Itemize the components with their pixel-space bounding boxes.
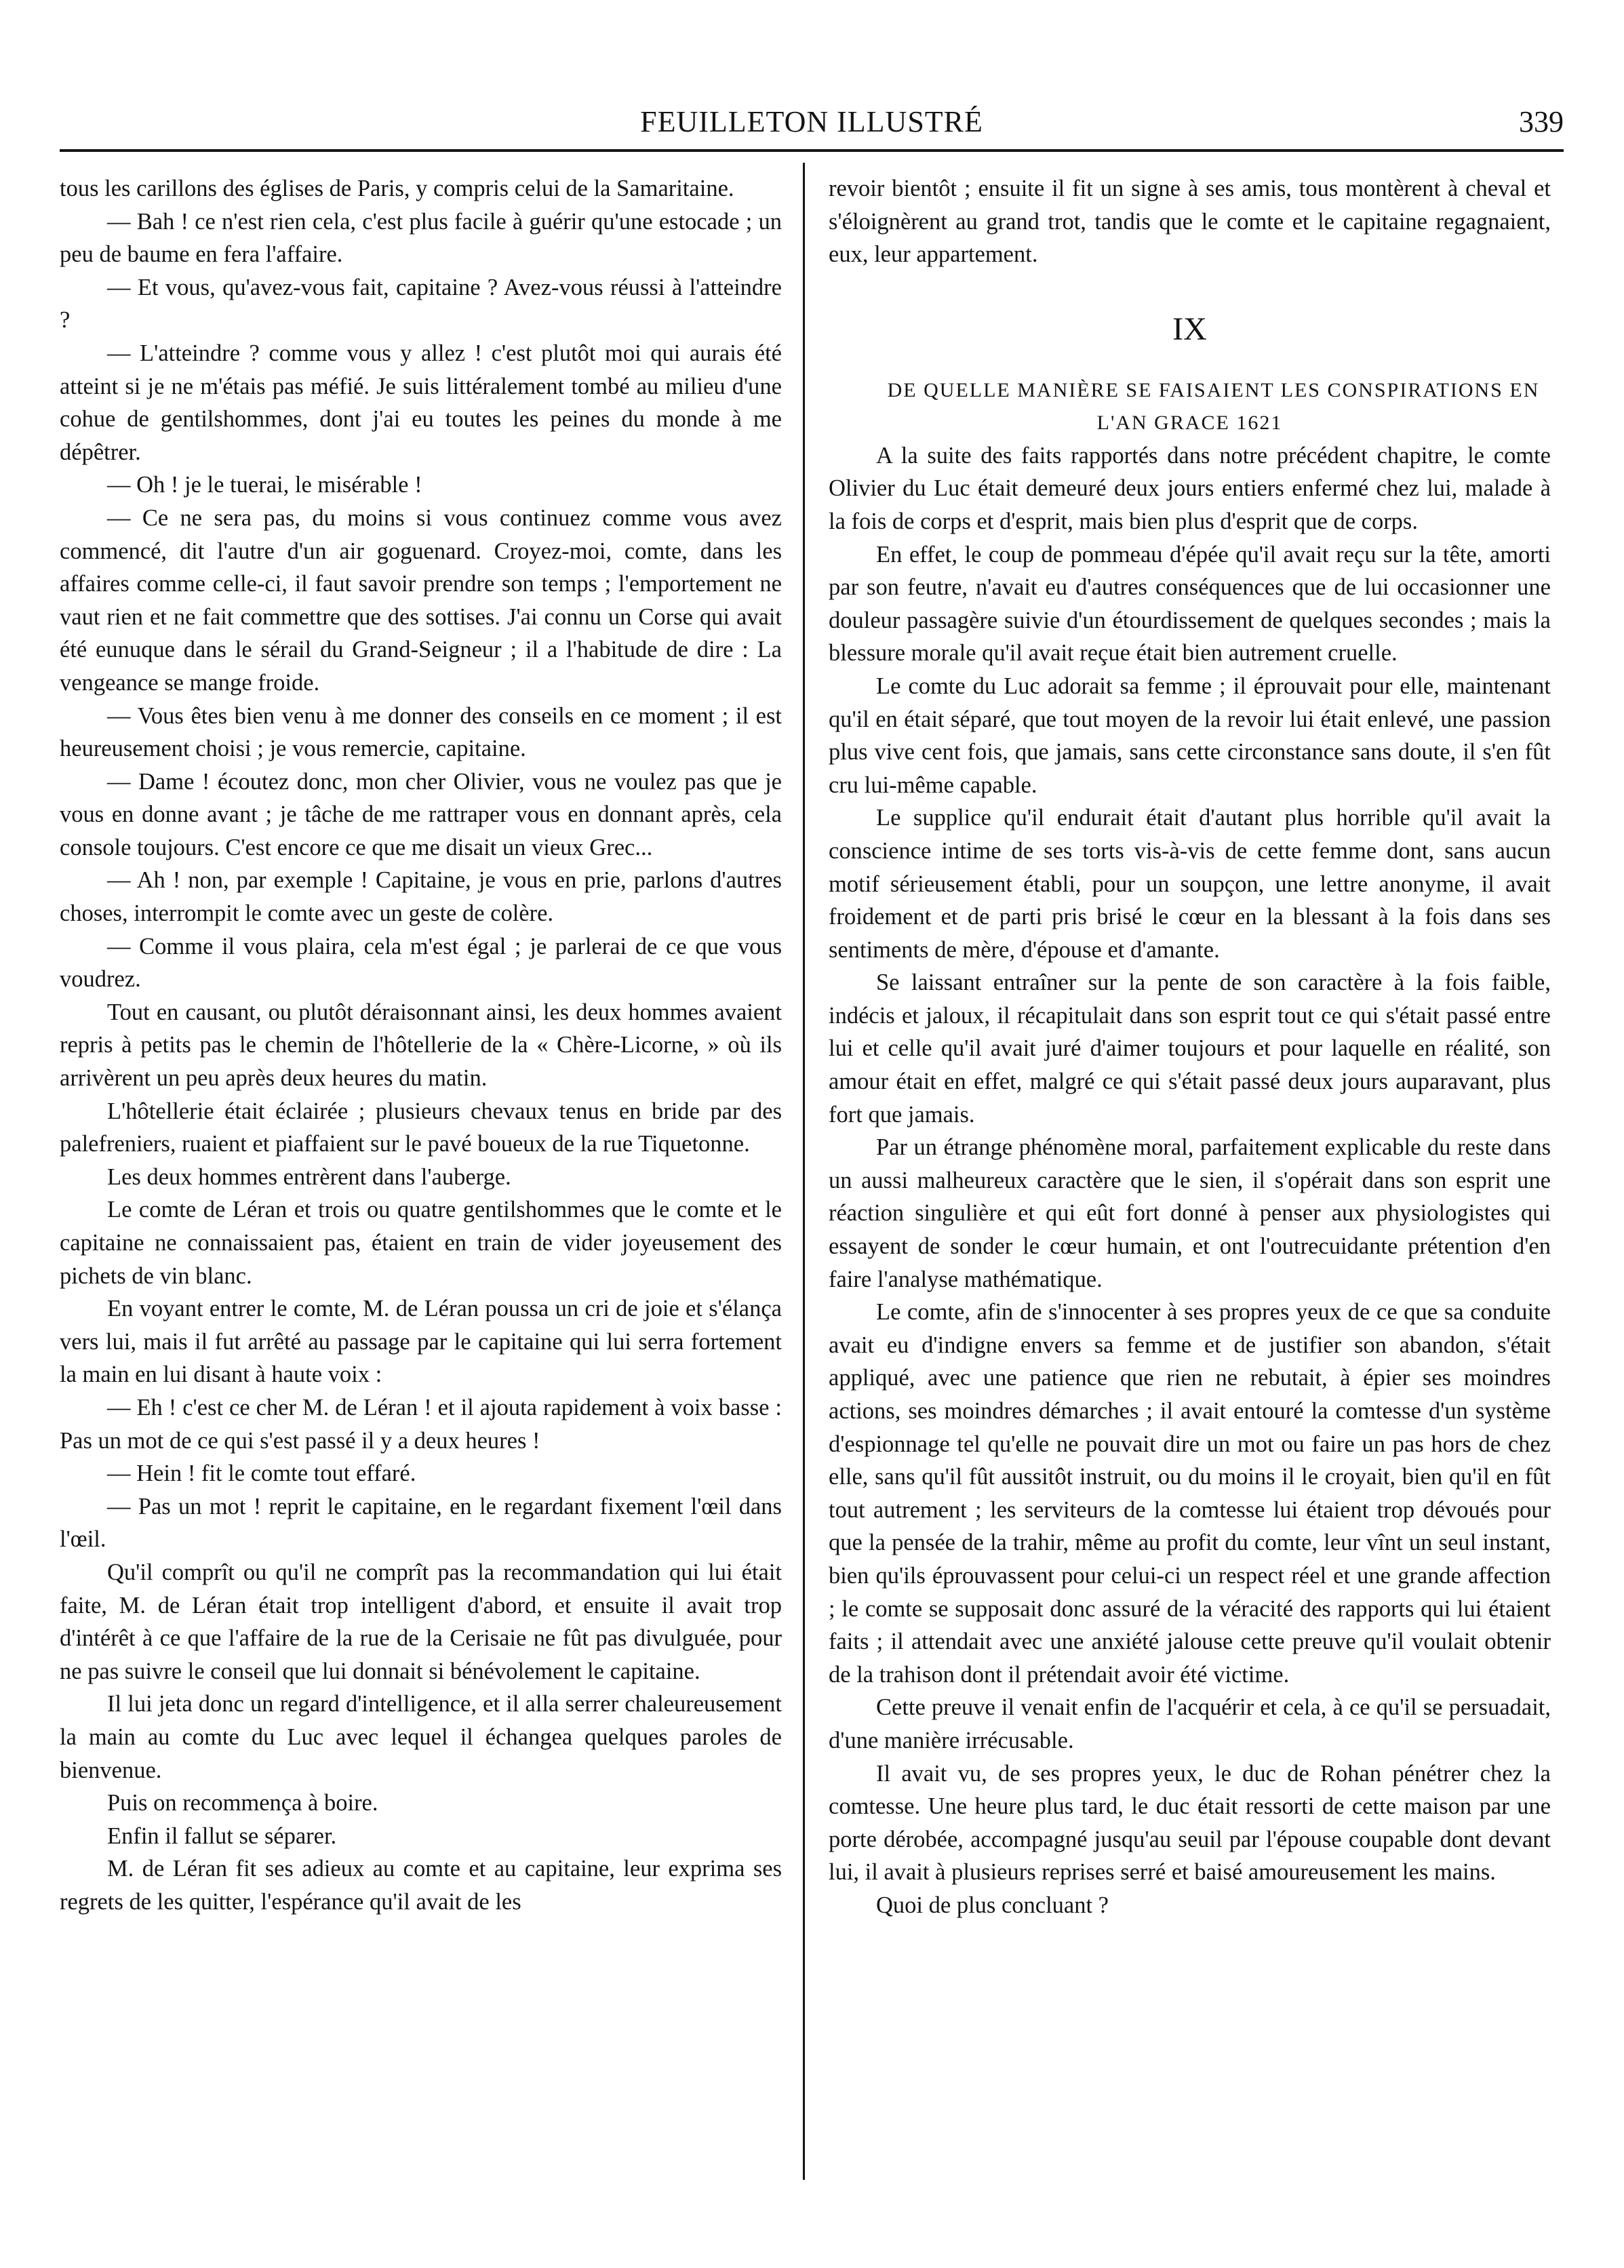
- paragraph: Il lui jeta donc un regard d'intelligence, et il alla serrer chaleureusement la main au comte du Luc avec lequel il échangea quelques paroles de bienvenue.: [60, 1691, 782, 1783]
- paragraph: M. de Léran fit ses adieux au comte et au capitaine, leur exprima ses regrets de les quitter, l'espérance qu'il avait de les: [60, 1856, 782, 1915]
- paragraph: — Pas un mot ! reprit le capitaine, en le regardant fixement l'œil dans l'œil.: [60, 1493, 782, 1553]
- paragraph: revoir bientôt ; ensuite il fit un signe à ses amis, tous montèrent à cheval et s'éloignèrent au grand trot, tandis que le comte et le capitaine regagnaient, eux, leur appartement.: [829, 176, 1551, 268]
- paragraph: — Ah ! non, par exemple ! Capitaine, je vous en prie, parlons d'autres choses, interrompit le comte avec un geste de colère.: [60, 867, 782, 927]
- paragraph: — L'atteindre ? comme vous y allez ! c'est plutôt moi qui aurais été atteint si je ne m'étais pas méfié. Je suis littéralement tombé au milieu d'une cohue de gentilshommes, dont j'ai eu toutes les peines du monde à me dépêtrer.: [60, 340, 782, 465]
- paragraph: En voyant entrer le comte, M. de Léran poussa un cri de joie et s'élança vers lui, mais il fut arrêté au passage par le capitaine qui lui serra fortement la main en lui disant à haute voix :: [60, 1296, 782, 1388]
- paragraph: Il avait vu, de ses propres yeux, le duc de Rohan pénétrer chez la comtesse. Une heure plus tard, le duc était ressorti de cette maison par une porte dérobée, accompagné jusqu'au seuil par l'épouse coupable dont devant lui, il avait à plusieurs reprises serré et baisé amoureusement les mains.: [829, 1760, 1551, 1886]
- left-column: [60, 172, 782, 2180]
- paragraph: Le comte, afin de s'innocenter à ses propres yeux de ce que sa conduite avait eu d'indigne envers sa femme et de justifier son abandon, s'était appliqué, avec une patience que rien ne rebutait, à épier ses moindres actions, ses moindres démarches ; il avait entouré la comtesse d'un système d'espionnage tel qu'elle ne pouvait dire un mot ou faire un pas hors de chez elle, sans qu'il fût aussitôt instruit, ou du moins il le croyait, bien qu'il en fût tout autrement ; les serviteurs de la comtesse lui étaient trop dévoués pour que la pensée de la trahir, même au profit du comte, leur vînt un seul instant, bien qu'ils éprouvassent pour celui-ci un respect réel et une grande affection ; le comte se supposait donc assuré de la véracité des rapports qui lui étaient faits ; il attendait avec une anxiété jalouse cette preuve qu'il voulait obtenir de la trahison dont il prétendait avoir été victime.: [829, 1299, 1551, 1688]
- paragraph: Le comte du Luc adorait sa femme ; il éprouvait pour elle, maintenant qu'il en était séparé, que tout moyen de la revoir lui était enlevé, une passion plus vive cent fois, que jamais, sans cette circonstance sans doute, il s'en fût cru lui-même capable.: [829, 673, 1551, 798]
- paragraph: — Oh ! je le tuerai, le misérable !: [107, 472, 422, 498]
- paragraph: Le comte de Léran et trois ou quatre gentilshommes que le comte et le capitaine ne connaissaient pas, étaient en train de vider joyeusement des pichets de vin blanc.: [60, 1197, 782, 1289]
- chapter-title: [829, 374, 1551, 439]
- paragraph: Par un étrange phénomène moral, parfaitement explicable du reste dans un aussi malheureux caractère que le sien, il s'opérait dans son esprit une réaction singulière et qui eût fort donné à penser aux physiologistes qui essayent de sonder le cœur humain, et ont l'outrecuidante prétention d'en faire l'analyse mathématique.: [829, 1134, 1551, 1292]
- paragraph: Se laissant entraîner sur la pente de son caractère à la fois faible, indécis et jaloux, il récapitulait dans son esprit tout ce qui s'était passé entre lui et celle qu'il avait juré d'aimer toujours et pour laquelle en réalité, son amour était en effet, malgré ce qui s'était passé deux jours auparavant, plus fort que jamais.: [829, 970, 1551, 1128]
- paragraph: tous les carillons des églises de Paris, y compris celui de la Samaritaine.: [60, 176, 734, 201]
- paragraph: — Comme il vous plaira, cela m'est égal ; je parlerai de ce que vous voudrez.: [60, 933, 782, 993]
- paragraph: — Bah ! ce n'est rien cela, c'est plus facile à guérir qu'une estocade ; un peu de baume en fera l'affaire.: [60, 208, 782, 268]
- paragraph: Quoi de plus concluant ?: [876, 1892, 1109, 1918]
- paragraph: — Ce ne sera pas, du moins si vous continuez comme vous avez commencé, dit l'autre d'un air goguenard. Croyez-moi, comte, dans les affaires comme celle-ci, il faut savoir prendre son temps ; l'emportement ne vaut rien et ne fait commettre que des sottises. J'ai connu un Corse qui avait été eunuque dans le sérail du Grand-Seigneur ; il a l'habitude de dire : La vengeance se mange froide.: [60, 504, 782, 696]
- running-head: [60, 102, 1564, 142]
- paragraph: — Et vous, qu'avez-vous fait, capitaine ? Avez-vous réussi à l'atteindre ?: [60, 274, 782, 334]
- chapter-title-line: DE QUELLE MANIÈRE SE FAISAIENT LES CONSPIRATIONS EN: [887, 378, 1540, 401]
- paragraph: Enfin il fallut se séparer.: [107, 1823, 337, 1849]
- paragraph: Le supplice qu'il endurait était d'autant plus horrible qu'il avait la conscience intime de ses torts vis-à-vis de cette femme dont, sans aucun motif sérieusement établi, pour un soupçon, une lettre anonyme, il avait froidement et de parti pris brisé le cœur en la blessant à la fois dans ses sentiments de mère, d'épouse et d'amante.: [829, 805, 1551, 963]
- paragraph: A la suite des faits rapportés dans notre précédent chapitre, le comte Olivier du Luc était demeuré deux jours entiers enfermé chez lui, malade à la fois de corps et d'esprit, mais bien plus d'esprit que de corps.: [829, 442, 1551, 534]
- column-divider: [803, 163, 805, 2180]
- chapter-number: IX: [1172, 311, 1207, 347]
- paragraph: — Dame ! écoutez donc, mon cher Olivier, vous ne voulez pas que je vous en donne avant ; je tâche de me rattraper vous en donnant après, cela console toujours. C'est encore ce que me disait un vieux Grec...: [60, 768, 782, 860]
- header-rule: [60, 149, 1564, 152]
- paragraph: L'hôtellerie était éclairée ; plusieurs chevaux tenus en bride par des palefreniers, ruaient et piaffaient sur le pavé boueux de la rue Tiquetonne.: [60, 1098, 782, 1157]
- right-column: [829, 172, 1551, 2180]
- paragraph: En effet, le coup de pommeau d'épée qu'il avait reçu sur la tête, amorti par son feutre, n'avait eu d'autres conséquences que de lui occasionner une douleur passagère suivie d'un étourdissement de quelques secondes ; mais la blessure morale qu'il avait reçue était bien autrement cruelle.: [829, 541, 1551, 667]
- paragraph: Tout en causant, ou plutôt déraisonnant ainsi, les deux hommes avaient repris à petits pas le chemin de l'hôtellerie de la « Chère-Licorne, » où ils arrivèrent un peu après deux heures du matin.: [60, 999, 782, 1092]
- paragraph: Cette preuve il venait enfin de l'acquérir et cela, à ce qu'il se persuadait, d'une manière irrécusable.: [829, 1694, 1551, 1753]
- paragraph: — Eh ! c'est ce cher M. de Léran ! et il ajouta rapidement à voix basse : Pas un mot de ce qui s'est passé il y a deux heures !: [60, 1394, 782, 1454]
- chapter-body: [829, 439, 1551, 1922]
- paragraph: Puis on recommença à boire.: [107, 1790, 378, 1816]
- paragraph: — Vous êtes bien venu à me donner des conseils en ce moment ; il est heureusement choisi ; je vous remercie, capitaine.: [60, 702, 782, 762]
- paragraph: — Hein ! fit le comte tout effaré.: [107, 1460, 416, 1487]
- chapter-title-line: L'AN GRACE 1621: [1096, 411, 1283, 434]
- running-title: FEUILLETON ILLUSTRÉ: [640, 105, 983, 138]
- page-number: 339: [1519, 105, 1564, 138]
- paragraph: Qu'il comprît ou qu'il ne comprît pas la recommandation qui lui était faite, M. de Léran était trop intelligent d'abord, et ensuite il avait trop d'intérêt à ce que l'affaire de la rue de la Cerisaie ne fût pas divulguée, pour ne pas suivre le conseil que lui donnait si bénévolement le capitaine.: [60, 1559, 782, 1684]
- paragraph: Les deux hommes entrèrent dans l'auberge.: [107, 1163, 511, 1190]
